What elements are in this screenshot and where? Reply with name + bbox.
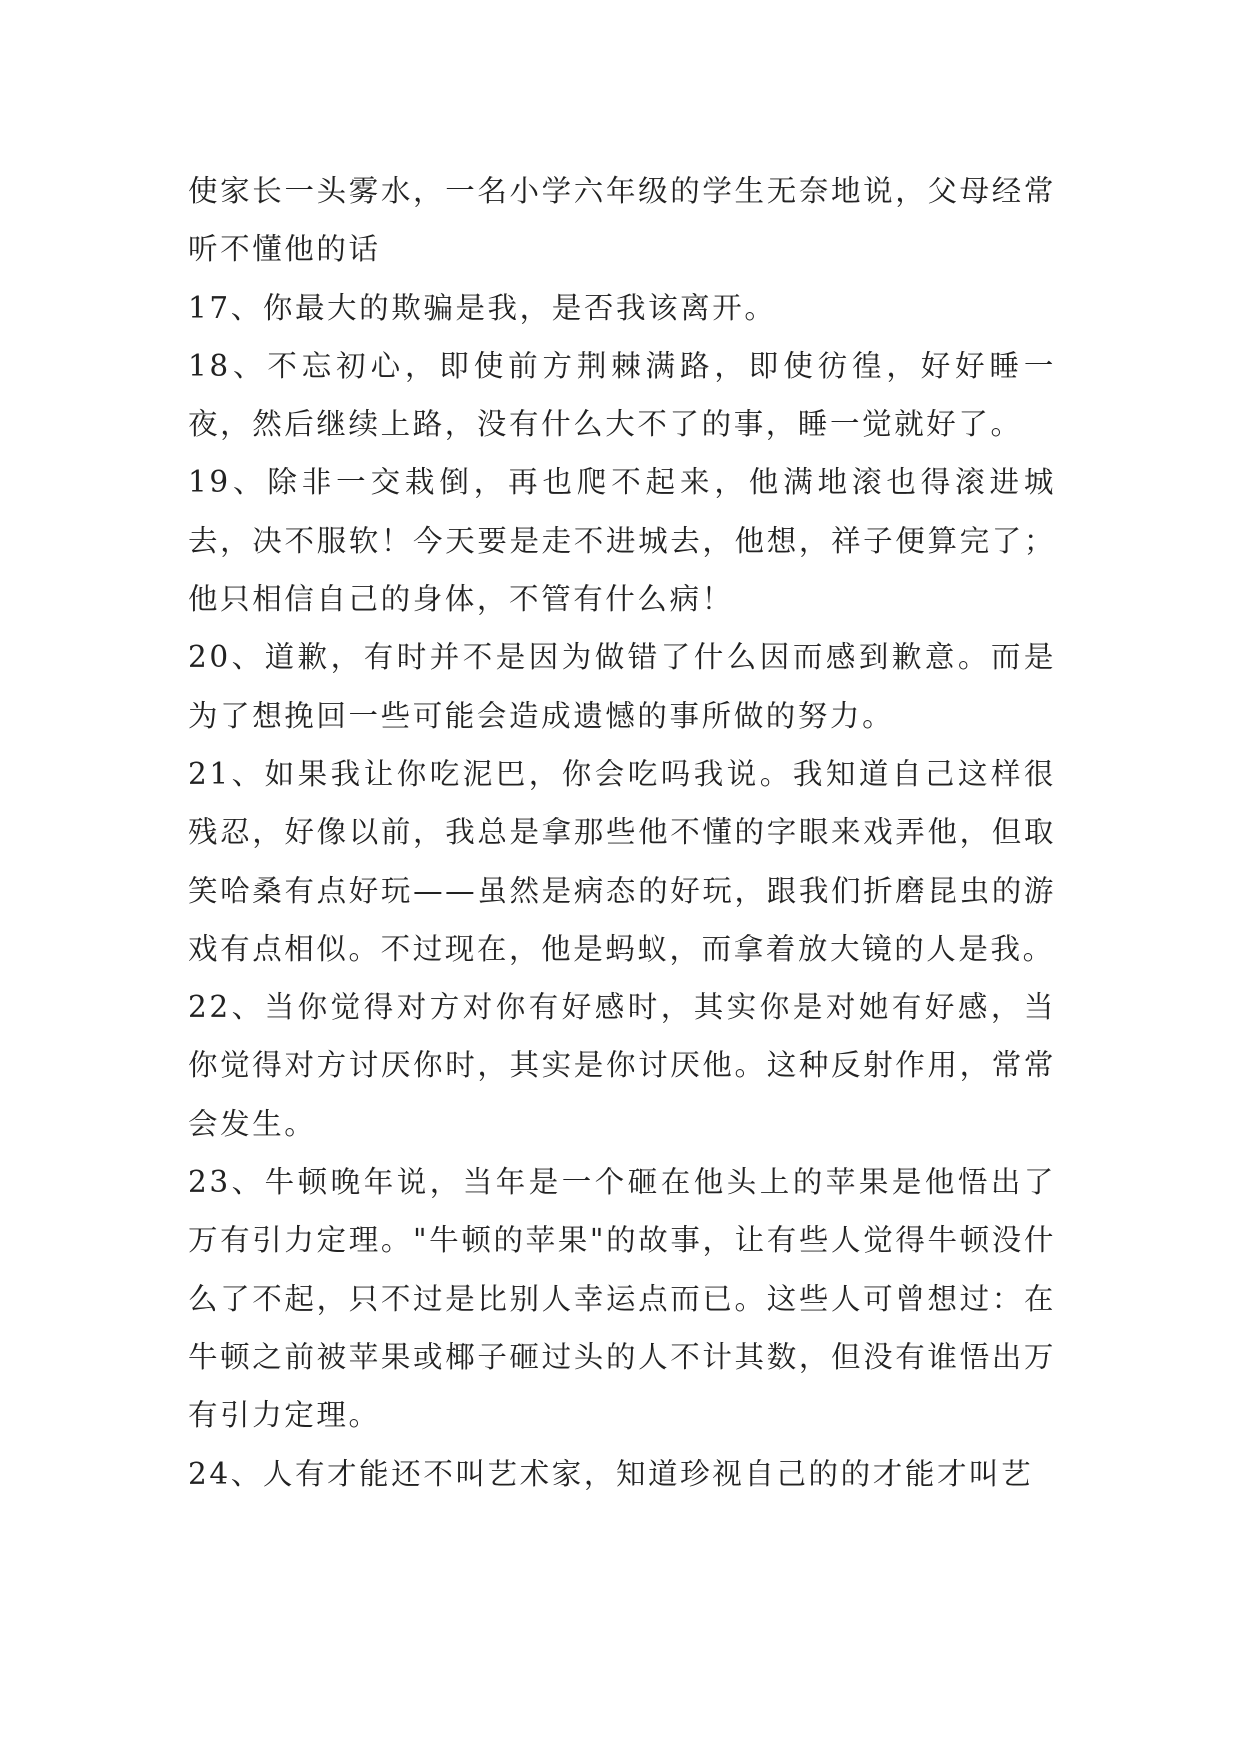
paragraph-17: 17、你最大的欺骗是我，是否我该离开。 [188,290,777,325]
paragraph-23: 23、牛顿晚年说，当年是一个砸在他头上的苹果是他悟出了万有引力定理。"牛顿的苹果"的故事，让有些人觉得牛顿没什么了不起，只不过是比别人幸运点而已。这些人可曾想过：在牛顿之前被苹果或椰子砸过头的人不计其数，但没有谁悟出万有引力定理。 [188,1165,1056,1433]
document-body [188,162,1056,1503]
paragraph-21: 21、如果我让你吃泥巴，你会吃吗我说。我知道自己这样很残忍，好像以前，我总是拿那些他不懂的字眼来戏弄他，但取笑哈桑有点好玩——虽然是病态的好玩，跟我们折磨昆虫的游戏有点相似。不过现在，他是蚂蚁，而拿着放大镜的人是我。 [188,756,1056,966]
paragraph-24: 24、人有才能还不叫艺术家，知道珍视自己的的才能才叫艺 [188,1456,1034,1491]
paragraph-19: 19、除非一交栽倒，再也爬不起来，他满地滚也得滚进城去，决不服软！今天要是走不进城去，他想，祥子便算完了；他只相信自己的身体，不管有什么病！ [188,465,1056,617]
paragraph-continuation: 使家长一头雾水，一名小学六年级的学生无奈地说，父母经常听不懂他的话 [188,174,1056,267]
paragraph-22: 22、当你觉得对方对你有好感时，其实你是对她有好感，当你觉得对方讨厌你时，其实是你讨厌他。这种反射作用，常常会发生。 [188,990,1056,1141]
paragraph-18: 18、不忘初心，即使前方荆棘满路，即使彷徨，好好睡一夜，然后继续上路，没有什么大不了的事，睡一觉就好了。 [188,348,1056,442]
paragraph-20: 20、道歉，有时并不是因为做错了什么因而感到歉意。而是为了想挽回一些可能会造成遗憾的事所做的努力。 [188,640,1056,733]
